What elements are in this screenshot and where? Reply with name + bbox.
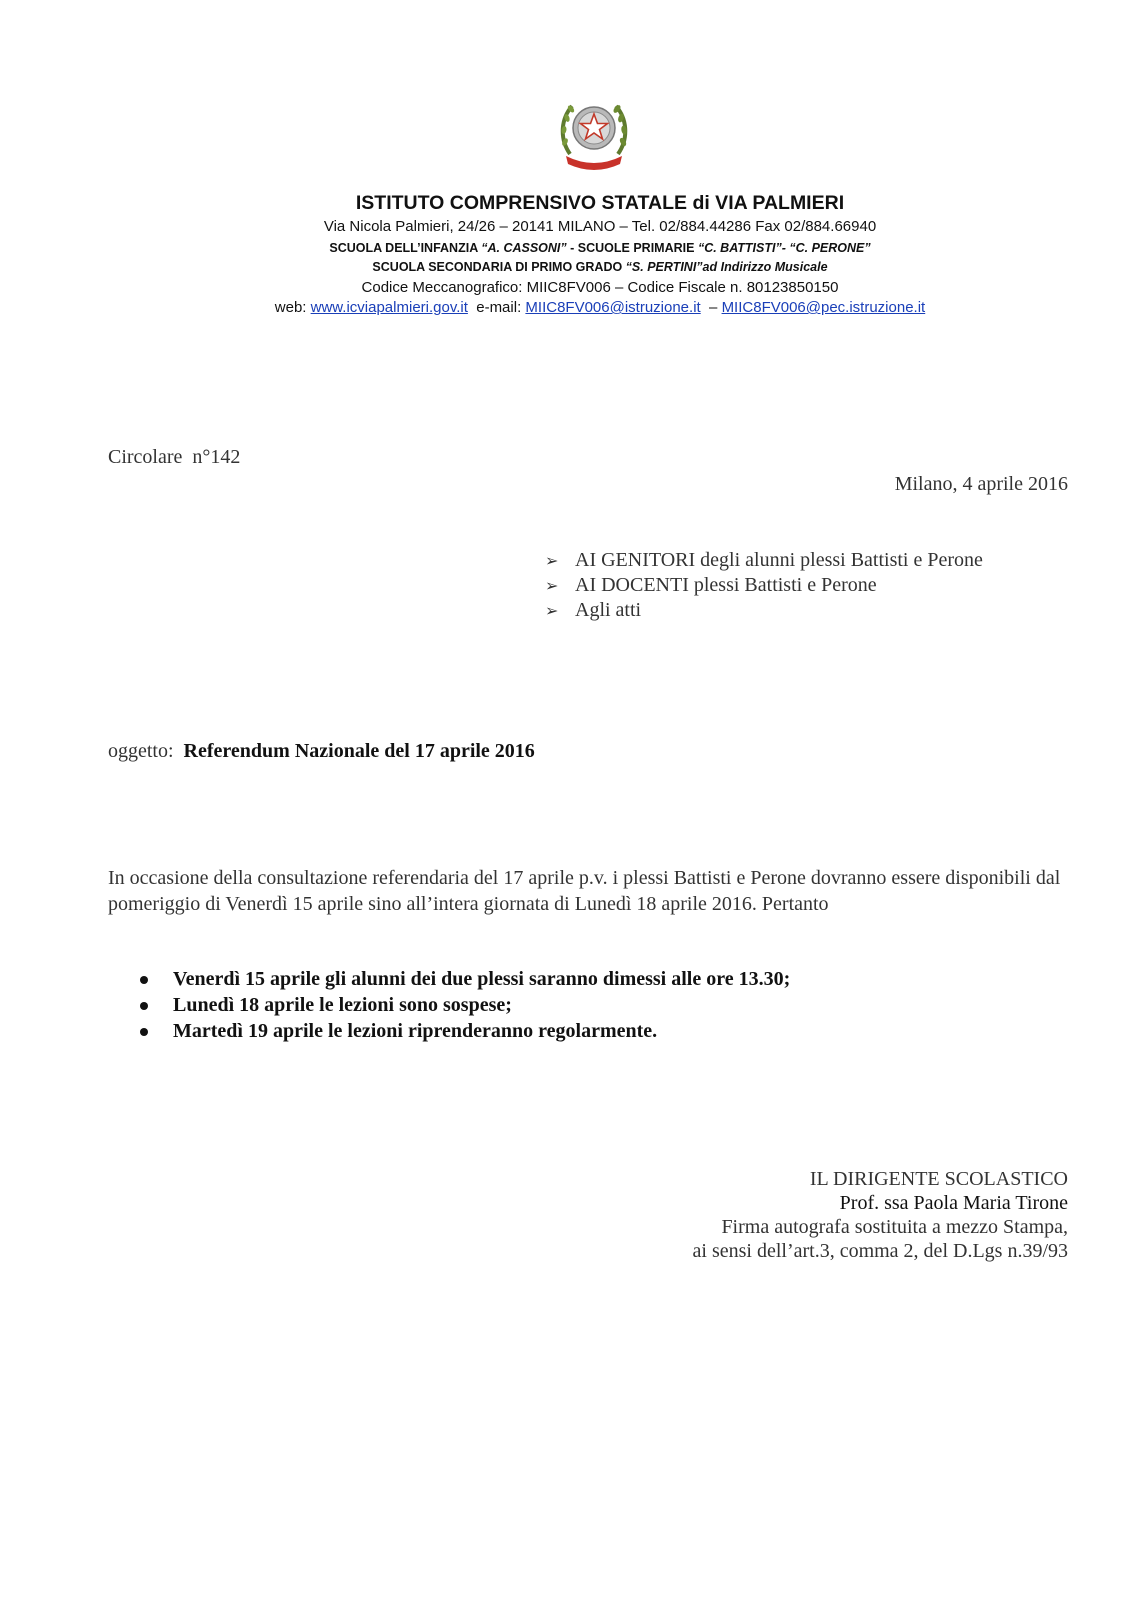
arrow-bullet-icon: ➢ bbox=[545, 551, 559, 570]
school-secondary-line: SCUOLA SECONDARIA DI PRIMO GRADO “S. PERTINI”ad Indirizzo Musicale bbox=[372, 260, 828, 274]
school-plessi-line: SCUOLA DELL’INFANZIA “A. CASSONI” - SCUOLE PRIMARIE “C. BATTISTI”- “C. PERONE” bbox=[329, 241, 871, 255]
recipient-item: ➢ AI GENITORI degli alunni plessi Battisti e Perone bbox=[545, 549, 983, 571]
arrow-bullet-icon: ➢ bbox=[545, 576, 559, 595]
recipients-list bbox=[545, 548, 983, 623]
schedule-list bbox=[140, 966, 790, 1044]
emblem-icon bbox=[556, 92, 632, 172]
school-codes: Codice Meccanografico: MIIC8FV006 – Codice Fiscale n. 80123850150 bbox=[361, 279, 839, 296]
subject-label: oggetto: bbox=[108, 740, 174, 762]
email-link[interactable]: MIIC8FV006@istruzione.it bbox=[525, 299, 701, 316]
pec-link[interactable]: MIIC8FV006@pec.istruzione.it bbox=[721, 299, 926, 316]
bullet-icon bbox=[140, 1028, 148, 1036]
bullet-icon bbox=[140, 976, 148, 984]
signature-role: IL DIRIGENTE SCOLASTICO bbox=[809, 1168, 1068, 1190]
school-contacts: web: www.icviapalmieri.gov.it e-mail: MIIC8FV006@istruzione.it – MIIC8FV006@pec.istruzione.it bbox=[274, 299, 926, 316]
recipient-item: ➢ AI DOCENTI plessi Battisti e Perone bbox=[545, 574, 877, 596]
document-date: Milano, 4 aprile 2016 bbox=[894, 473, 1068, 495]
recipient-item: ➢ Agli atti bbox=[545, 599, 642, 621]
bullet-icon bbox=[140, 1002, 148, 1010]
schedule-item: Lunedì 18 aprile le lezioni sono sospese; bbox=[140, 992, 790, 1018]
signature-legal-ref: ai sensi dell’art.3, comma 2, del D.Lgs n.39/93 bbox=[692, 1240, 1068, 1262]
school-name: ISTITUTO COMPRENSIVO STATALE di VIA PALMIERI bbox=[355, 192, 845, 214]
subject-text: Referendum Nazionale del 17 aprile 2016 bbox=[183, 740, 535, 762]
circolare-number: Circolare n°142 bbox=[108, 446, 241, 468]
signature-name: Prof. ssa Paola Maria Tirone bbox=[839, 1192, 1068, 1214]
schedule-item: Martedì 19 aprile le lezioni riprenderanno regolarmente. bbox=[140, 1018, 790, 1044]
website-link[interactable]: www.icviapalmieri.gov.it bbox=[310, 299, 468, 316]
arrow-bullet-icon: ➢ bbox=[545, 601, 559, 620]
body-paragraph: In occasione della consultazione referendaria del 17 aprile p.v. i plessi Battisti e Perone dovranno essere disponibili dal pomeriggio di Venerdì 15 aprile sino all’intera giornata di Lunedì 18 aprile 2016. Pertanto bbox=[108, 867, 1061, 915]
subject-line bbox=[108, 740, 535, 763]
schedule-item: Venerdì 15 aprile gli alunni dei due plessi saranno dimessi alle ore 13.30; bbox=[140, 966, 790, 992]
signature-note: Firma autografa sostituita a mezzo Stampa, bbox=[721, 1216, 1068, 1238]
school-address: Via Nicola Palmieri, 24/26 – 20141 MILANO – Tel. 02/884.44286 Fax 02/884.66940 bbox=[323, 218, 877, 235]
